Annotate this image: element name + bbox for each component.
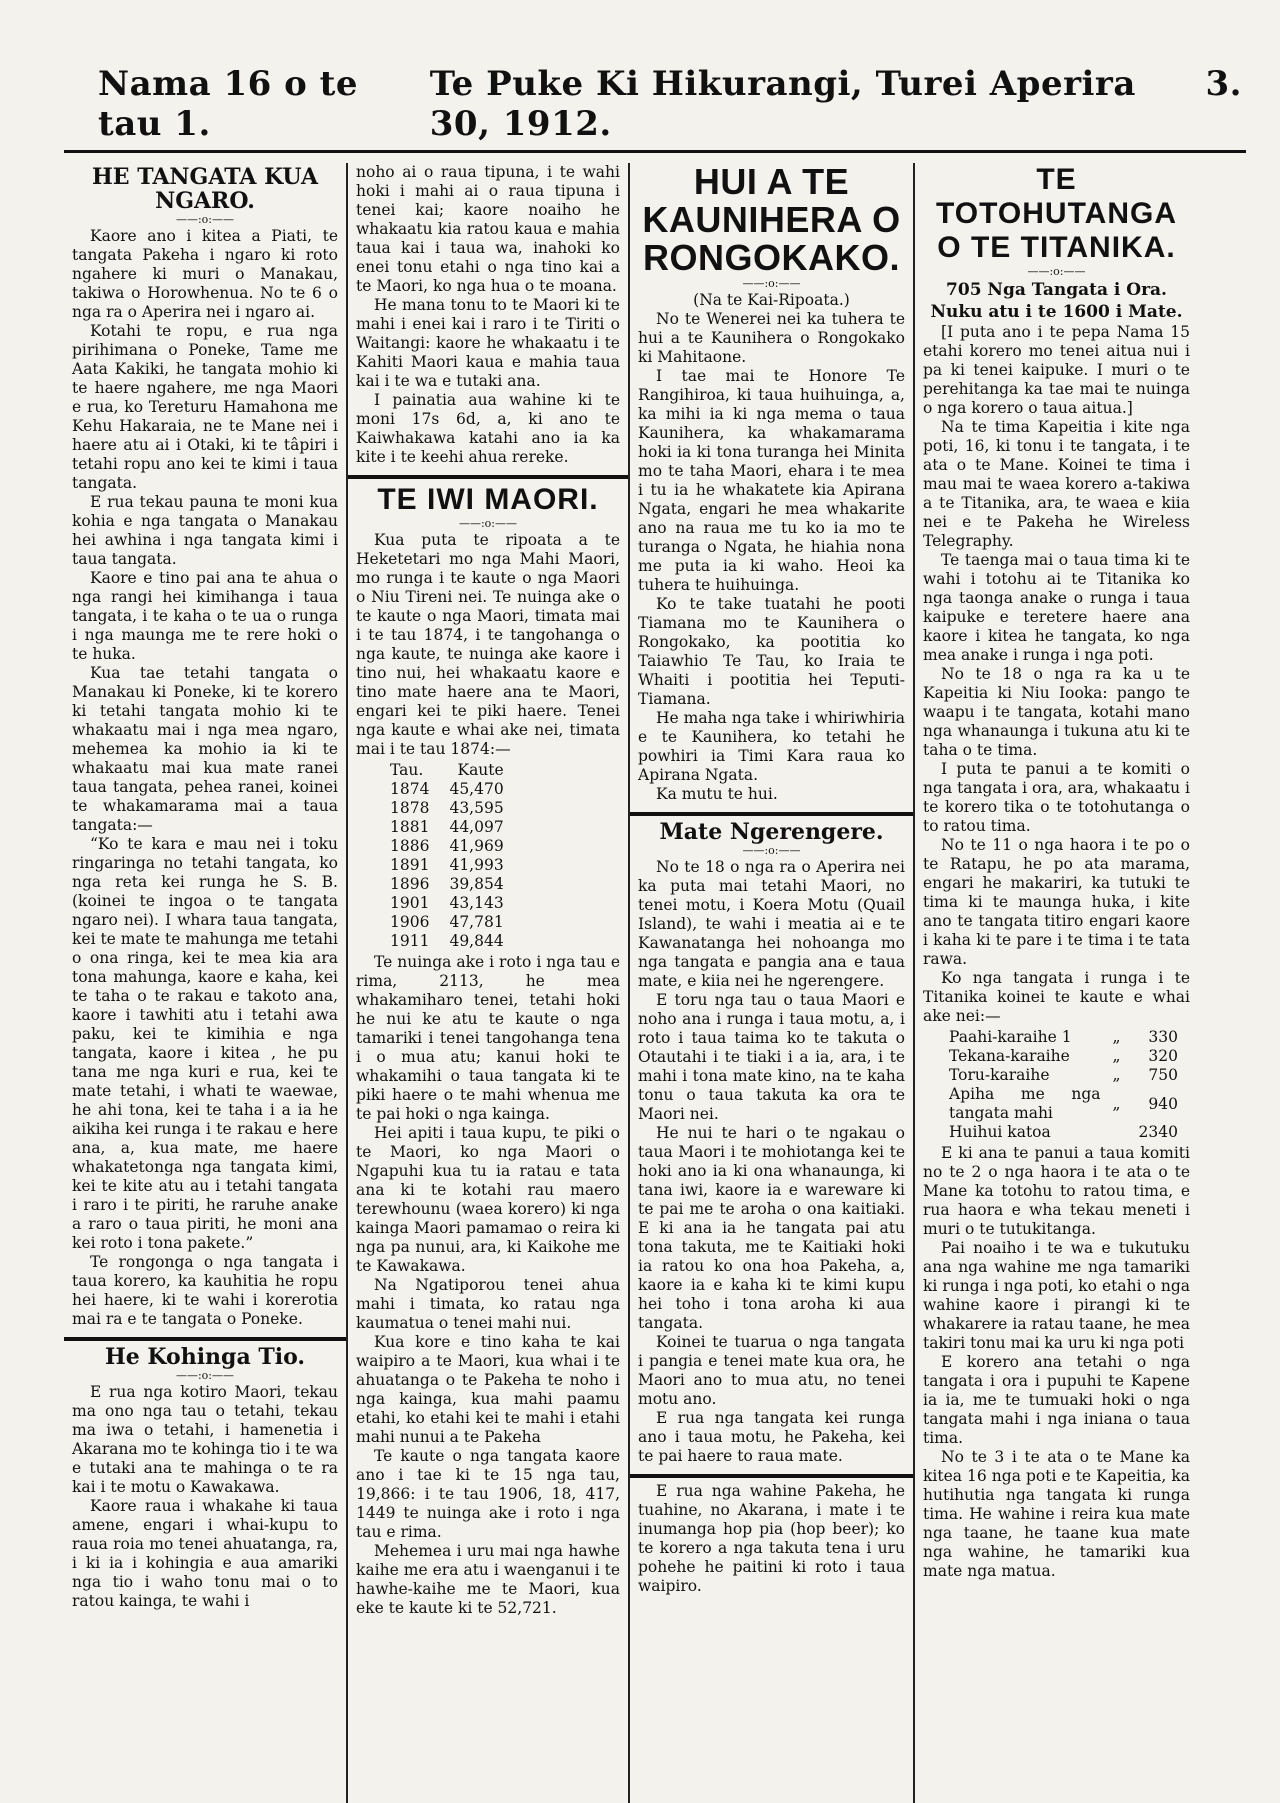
paragraph: Te nuinga ake i roto i nga tau e rima, 2113, he mea whakamiharo tenei, tetahi hoki he nui ke atu te kaute o nga tamariki i tenei tangohanga tena i o mua atu; kanui hoki te whakamihi o taua tangata ki te piki haere o te mahi whenua me te pai hoki o nga kainga. <box>356 953 620 1123</box>
paragraph: “Ko te kara e mau nei i toku ringaringa no tetahi tangata, ko nga reta kei runga he S. B. (koinei te ingoa o te tangata ngaro nei). I whara taua tangata, kei te mate te mahunga me tetahi o ona ringa, kei te mea kia ara tona mahunga, kaore e kaha, kei te taha o te rakau e takoto ana, kaore i tawhiti atu i tetahi awa paku, kei te kimihia e nga tangata, kaore i kitea , he pu tana me nga kuri e rua, kei te mate tetahi, i whati te waewae, he ahi tona, kei te taha i a ia he aikiha kei runga i te rakau e here ana, a, kua mate, me haere whakatetonga nga tangata kimi, kei te kite atu au i tetahi tangata i raro i te piriti, he raruhe anake a raro o taua piriti, he moni ana kei roto i tona pakete.” <box>72 835 338 1252</box>
paragraph: E rua nga wahine Pakeha, he tuahine, no Akarana, i mate i te inumanga hop pia (hop beer); ko te korero a nga takuta tena i uru pohehe he paitini ki roto i taua waipiro. <box>638 1482 905 1595</box>
separator: ——:o:—— <box>175 1369 235 1382</box>
divider <box>348 475 628 479</box>
paragraph: Ko te take tuatahi he pooti Tiamana mo te Kaunihera o Rongokako, ka pootitia ko Taiawhio Te Tau, ko Iraia te Whaiti i pootitia hei Teputi-Tiamana. <box>638 595 905 708</box>
table-row <box>949 1123 1190 1142</box>
paragraph: Koinei te tuarua o nga tangata i pangia e tenei mate kua ora, he Maori ano to mua atu, no tenei motu ano. <box>638 1333 905 1408</box>
table-cell: 47,781 <box>449 913 504 931</box>
table-cell: 43,143 <box>449 894 504 912</box>
paragraph: Hei apiti i taua kupu, te piki o te Maori, ko nga Maori o Ngapuhi kua tu ia ratau e tata ana ki te kotahi rau maero terewhounu (waea korero) ki nga kainga Maori pamamao o reira ki nga pa nunui, ara, ki Kaikohe me te Kawakawa. <box>356 1124 620 1275</box>
column-1 <box>64 163 346 1803</box>
subheadline: 705 Nga Tangata i Ora. <box>946 280 1167 300</box>
table-row <box>390 799 504 818</box>
table-row <box>949 1028 1190 1047</box>
table-row <box>390 894 504 913</box>
article-headline: HUI A TE KAUNIHERA O RONGOKAKO. <box>642 163 901 278</box>
table-cell: 1906 <box>390 913 430 931</box>
separator: ——:o:—— <box>742 277 801 290</box>
column-3 <box>628 163 913 1803</box>
column-2 <box>346 163 628 1803</box>
paragraph: Kaore raua i whakahe ki taua amene, engari i whai-kupu to raua roia mo tenei ahuatanga, ra, i ki ia i kohingia e aua amariki nga tio i waho tonu mai o to ratou kainga, te wahi i <box>72 1497 338 1610</box>
article-headline: Mate Ngerengere. <box>659 819 884 845</box>
paragraph: No te Wenerei nei ka tuhera te hui a te Kaunihera o Rongokako ki Mahitaone. <box>638 310 905 366</box>
table-row <box>390 932 504 951</box>
table-cell: 43,595 <box>449 799 504 817</box>
paragraph: Kua tae tetahi tangata o Manakau ki Poneke, ki te korero ki tetahi tangata mohio ki te whakaatu mai i nga mea ngaro, mehemea ka mohio ia ki te whakaatu mai kua mate ranei taua tangata, pehea ranei, koinei te whakamarama mai a taua tangata:— <box>72 664 338 834</box>
paragraph: Te kaute o nga tangata kaore ano i tae ki te 15 nga tau, 19,866: i te tau 1906, 18, 417, 1449 te nuinga ake i roto i nga tau e rima. <box>356 1447 620 1541</box>
columns <box>64 163 1246 1803</box>
paragraph: No te 3 i te ata o te Mane ka kitea 16 nga poti e te Kapeitia, ka hutihutia nga tangata ki runga tima. He wahine i reira kua mate nga taane, he taane kua mate nga wahine, he tamariki kua mate nga matua. <box>923 1448 1190 1580</box>
paragraph: No te 18 o nga ra o Aperira nei ka puta mai tetahi Maori, no tenei motu, i Koera Motu (Quail Island), te wahi i meatia ai e te Kawanatanga hei nohoanga mo nga tangata e pangia ana e taua mate, e kiia nei he ngerengere. <box>638 858 905 990</box>
paragraph: E ki ana te panui a taua komiti no te 2 o nga haora i te ata o te Mane ka totohu to ratou tima, e rua haora e wha tekau meneti i muri o te tutukitanga. <box>923 1144 1190 1238</box>
table-cell: 1901 <box>390 894 430 912</box>
paragraph: noho ai o raua tipuna, i te wahi hoki i mahi ai o raua tipuna i tenei kai; kaore noaiho he whakaatu kia ratou kaua e mahia taua kai i taua wa, inahoki ko enei tonu etahi o nga tino kai a te Maori, ko nga hua o te moana. <box>356 163 620 295</box>
paragraph: Kua kore e tino kaha te kai waipiro a te Maori, kua whai i te ahuatanga o te Pakeha te noho i nga kainga, kua mahi paamu etahi, ko etahi kei te mahi i etahi mahi nunui a te Pakeha <box>356 1333 620 1446</box>
table-cell: Huihui katoa <box>949 1123 1051 1141</box>
paragraph: Kotahi te ropu, e rua nga pirihimana o Poneke, Tame me Aata Kakiki, he tangata mohio ki te haere ngahere, me nga Maori e rua, ko Tereturu Hamahona me Kehu Hakaraia, ne te Mane nei i haere atu ai i Otaki, ki te tâpiri i tetahi ropu ano kei te kimi i taua tangata. <box>72 322 338 492</box>
divider <box>630 1474 913 1478</box>
divider <box>630 812 913 816</box>
table-cell: 1881 <box>390 818 430 836</box>
table-cell: „ <box>1112 1066 1121 1084</box>
table-header-row <box>390 761 504 780</box>
table-header: Kaute <box>457 761 504 779</box>
paragraph: Kua puta te ripoata a te Heketetari mo nga Mahi Maori, mo runga i te kaute o nga Maori o Niu Tireni nei. Te nuinga ake o te kaute o nga Maori, timata mai i te tau 1874, i te tangohanga o nga kaute, te nuinga ake kaore i tino nui, hei whakaatu kaore e tino mate haere ana te Maori, engari kei te piki haere. Tenei nga kaute e whai ake nei, timata mai i te tau 1874:— <box>356 531 620 758</box>
paragraph: Te taenga mai o taua tima ki te wahi i totohu ai te Titanika ko nga taonga anake o runga i taua kaipuke e teretere haere ana kaore i kitea he tangata, ko nga mea anake i runga i nga poti. <box>923 551 1190 664</box>
paragraph: Ko nga tangata i runga i te Titanika koinei te kaute e whai ake nei:— <box>923 969 1190 1025</box>
subheadline: Nuku atu i te 1600 i Mate. <box>930 302 1183 322</box>
separator: ——:o:—— <box>175 213 235 226</box>
issue-number: Nama 16 o te tau 1. <box>98 64 358 144</box>
table-cell: 49,844 <box>449 932 504 950</box>
separator: ——:o:—— <box>742 844 801 857</box>
table-row <box>949 1085 1190 1123</box>
article-headline: TE IWI MAORI. <box>377 483 599 516</box>
paragraph: Pai noaiho i te wa e tukutuku ana nga wahine me nga tamariki ki runga i nga poti, ko etahi o nga wahine kaore i pirangi ki te whakarere ia ratau taane, he mea takiri tonu mai ka uru ki nga poti <box>923 1239 1190 1352</box>
table-cell: „ <box>1112 1094 1121 1113</box>
table-cell: Paahi-karaihe 1 <box>949 1028 1072 1046</box>
table-cell: Toru-karaihe <box>949 1066 1050 1084</box>
table-cell: 2340 <box>1138 1123 1178 1141</box>
table-cell: 41,993 <box>449 856 504 874</box>
paragraph: I tae mai te Honore Te Rangihiroa, ki taua huihuinga, a, ka mihi ia ki nga mema o taua Kaunihera, ka whakamarama hoki ia ki tona turanga hei Minita mo te taha Maori, ehara i te mea i tu ia he whakatete kia Apirana Ngata, engari he mea whakarite ano na raua me tu ko ia mo te turanga o Ngata, he hiahia nona me puta ia ki waho. Heoi ka tuhera te huihuinga. <box>638 367 905 594</box>
paragraph: He nui te hari o te ngakau o taua Maori i te mohiotanga kei te hoki ano ia ki ona whanaunga, ki tana iwi, kaore ia e wareware ki te pai me te aroha o ona kaitiaki. E ki ana ia he tangata pai atu tona takuta, me te Kaitiaki hoki ia ratou ko ona hoa Pakeha, a, kaore ia e kaha ki te kimi kupu hei toho i tona aroha ki aua tangata. <box>638 1124 905 1332</box>
passenger-table <box>949 1028 1190 1142</box>
article-headline: TE TOTOHUTANGA O TE TITANIKA. <box>936 163 1177 264</box>
table-row <box>390 818 504 837</box>
population-table <box>390 761 504 951</box>
table-row <box>390 780 504 799</box>
table-cell: „ <box>1112 1028 1121 1046</box>
table-row <box>390 837 504 856</box>
separator: ——:o:—— <box>1027 265 1086 278</box>
paragraph: He mana tonu to te Maori ki te mahi i enei kai i raro i te Tiriti o Waitangi: kaore he whakaatu i te Kahiti Maori kaua e mahia taua kai i te wa e tutaki ana. <box>356 296 620 390</box>
paragraph: E korero ana tetahi o nga tangata i ora i pupuhi te Kapene ia ia, me te tumuaki hoki o nga tangata mahi i nga iniana o taua tima. <box>923 1353 1190 1447</box>
masthead <box>64 64 1246 153</box>
article-headline: HE TANGATA KUA NGARO. <box>91 164 319 214</box>
paragraph: E toru nga tau o taua Maori e noho ana i runga i taua motu, a, i roto i taua taima ko te takuta o Otautahi i te tiaki i a ia, ara, i te mahi i tona mate kino, na te kaha tonu o taua takuta ka ora te Maori nei. <box>638 991 905 1123</box>
paragraph: Te rongonga o nga tangata i taua korero, ka kauhitia he ropu hei haere, ki te wahi i korerotia mai ra e te tangata o Poneke. <box>72 1253 338 1328</box>
table-cell: „ <box>1112 1047 1121 1065</box>
table-cell: Tekana-karaihe <box>949 1047 1070 1065</box>
table-cell: 330 <box>1148 1028 1178 1046</box>
table-cell: Apiha me nga tangata mahi <box>949 1085 1101 1122</box>
page-number: 3. <box>1205 64 1242 104</box>
table-cell: 45,470 <box>449 780 504 798</box>
paragraph: E rua tekau pauna te moni kua kohia e nga tangata o Manakau hei awhina i nga tangata kimi i taua tangata. <box>72 493 338 568</box>
table-cell: 1878 <box>390 799 430 817</box>
paragraph: No te 18 o nga ra ka u te Kapeitia ki Niu Iooka: pango te waapu i te tangata, kotahi mano nga whanaunga i tukuna atu ki te taha o te tima. <box>923 665 1190 759</box>
paragraph: I puta te panui a te komiti o nga tangata i ora, ara, whakaatu i te korero tika o te totohutanga o to ratou tima. <box>923 760 1191 835</box>
divider <box>64 1337 346 1341</box>
table-cell: 1891 <box>390 856 430 874</box>
paragraph: Mehemea i uru mai nga hawhe kaihe me era atu i waenganui i te hawhe-kaihe me te Maori, kua eke te kaute ki te 52,721. <box>356 1542 620 1617</box>
table-row <box>390 875 504 894</box>
table-header: Tau. <box>390 761 424 779</box>
table-cell: 44,097 <box>449 818 504 836</box>
table-row <box>949 1066 1190 1085</box>
paragraph: He maha nga take i whiriwhiria e te Kaunihera, ko tetahi he powhiri ia Timi Kara raua ko Apirana Ngata. <box>638 709 906 784</box>
paragraph: Ka mutu te hui. <box>656 785 778 803</box>
table-cell: 1896 <box>390 875 430 893</box>
table-cell: 320 <box>1148 1047 1178 1065</box>
byline: (Na te Kai-Ripoata.) <box>693 291 850 309</box>
table-cell: 1911 <box>390 932 430 950</box>
table-row <box>390 856 504 875</box>
table-row <box>390 913 504 932</box>
paragraph: No te 11 o nga haora i te po o te Ratapu, he po ata marama, engari he makariri, ka tutuki te tima ki te maunga huka, i kite ano te tangata titiro engari kaore i kaha ki te pare i te tima i te tata rawa. <box>923 836 1190 968</box>
article-headline: He Kohinga Tio. <box>104 1344 306 1370</box>
newspaper-title: Te Puke Ki Hikurangi, Turei Aperira 30, 1912. <box>429 64 1136 144</box>
separator: ——:o:—— <box>458 517 518 530</box>
table-cell: 41,969 <box>449 837 504 855</box>
paragraph: E rua nga tangata kei runga ano i taua motu, he Pakeha, kei te pai haere to raua mate. <box>638 1409 905 1465</box>
paragraph: Kaore e tino pai ana te ahua o nga rangi hei kimihanga i taua tangata, i te kaha o te ua o runga i nga maunga me te rere hoki o te huka. <box>72 569 338 663</box>
table-cell: 940 <box>1148 1094 1178 1113</box>
paragraph: Na te tima Kapeitia i kite nga poti, 16, ki tonu i te tangata, i te ata o te Mane. Koinei te tima i mau mai te waea korero a-takiwa a te Titanika, ara, te waea e kiia nei e te Pakeha he Wireless Telegraphy. <box>923 418 1190 550</box>
paragraph: Na Ngatiporou tenei ahua mahi i timata, ko ratau nga kaumatua o tenei mahi nui. <box>356 1276 620 1332</box>
table-row <box>949 1047 1190 1066</box>
table-cell: 750 <box>1148 1066 1178 1084</box>
table-cell: 39,854 <box>449 875 504 893</box>
paragraph: E rua nga kotiro Maori, tekau ma ono nga tau o tetahi, tekau ma iwa o tetahi, i hamenetia i Akarana mo te kohinga tio i te wa e tutaki ana te mahinga o te ra kai i te motu o Kawakawa. <box>72 1383 338 1496</box>
paragraph: Kaore ano i kitea a Piati, te tangata Pakeha i ngaro ki roto ngahere ki muri o Manakau, takiwa o Horowhenua. No te 6 o nga ra o Aperira nei i ngaro ai. <box>72 227 338 321</box>
column-4 <box>913 163 1198 1803</box>
paragraph: [I puta ano i te pepa Nama 15 etahi korero mo tenei aitua nui i pa ki tenei kaipuke. I muri o te perehitanga ka tae mai te nuinga o nga korero o taua aitua.] <box>923 323 1190 417</box>
table-cell: 1886 <box>390 837 430 855</box>
paragraph: I painatia aua wahine ki te moni 17s 6d, a, ki ano te Kaiwhakawa katahi ano ia ka kite i te keehi ahua rereke. <box>356 391 620 466</box>
table-cell: 1874 <box>390 780 430 798</box>
